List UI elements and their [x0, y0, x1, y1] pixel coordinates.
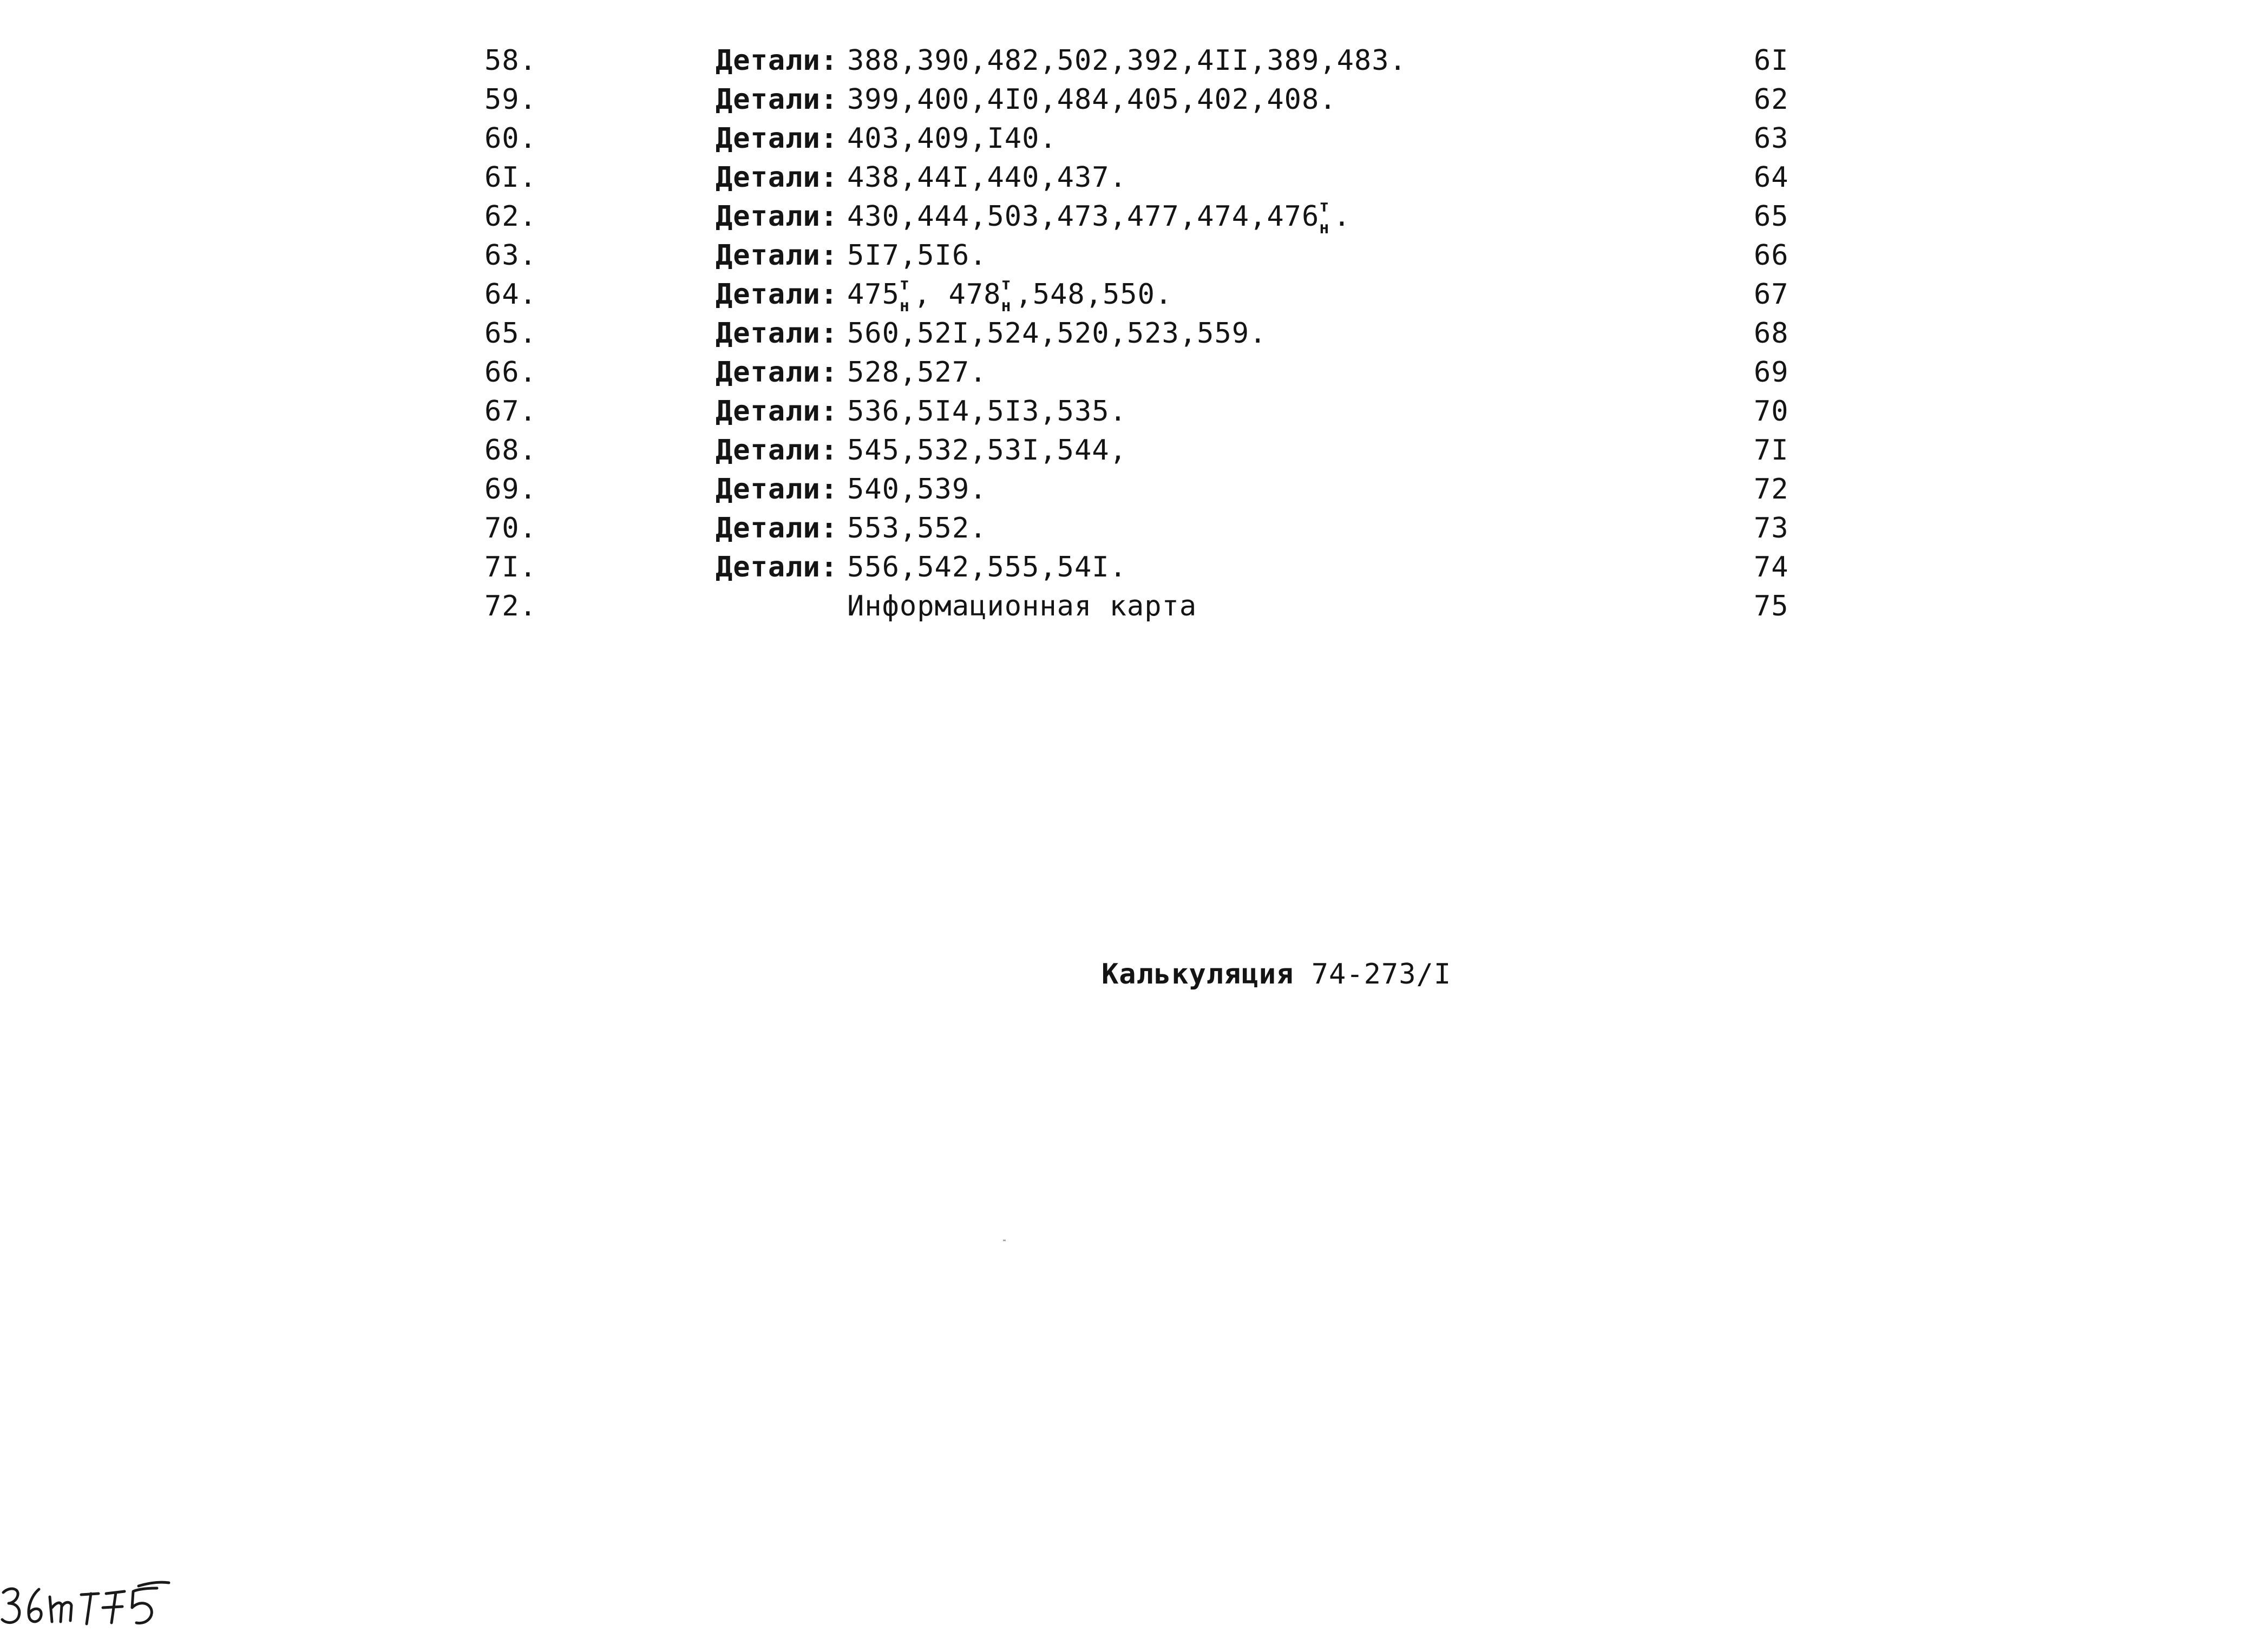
toc-row — [0, 197, 2268, 236]
row-parts: 556,542,555,54I. — [847, 551, 1127, 584]
row-page: 70 — [1754, 395, 1789, 428]
toc-row — [0, 431, 2268, 470]
row-number: 67. — [484, 395, 537, 428]
row-parts — [847, 197, 1351, 236]
row-label: Детали: — [716, 395, 838, 428]
row-parts: 399,400,4I0,484,405,402,408. — [847, 83, 1337, 116]
row-page: 62 — [1754, 83, 1789, 116]
superscript: т — [1001, 275, 1012, 294]
caption-word: Калькуляция — [1102, 958, 1294, 991]
toc-row — [0, 158, 2268, 197]
toc-row — [0, 470, 2268, 509]
toc-row — [0, 587, 2268, 626]
row-number: 62. — [484, 200, 537, 233]
row-label: Детали: — [716, 200, 838, 233]
row-number: 68. — [484, 434, 537, 467]
toc-row — [0, 548, 2268, 587]
toc-row — [0, 509, 2268, 548]
row-parts-text: 430,444,503,473,477,474,476 — [847, 200, 1320, 233]
toc-row — [0, 392, 2268, 431]
row-number: 64. — [484, 278, 537, 311]
row-parts: 438,44I,440,437. — [847, 161, 1127, 194]
index-mark — [900, 275, 914, 314]
row-number: 65. — [484, 317, 537, 350]
row-parts — [847, 275, 1172, 314]
row-label: Детали: — [716, 83, 838, 116]
subscript: н — [1319, 219, 1330, 238]
row-page: 69 — [1754, 356, 1789, 389]
toc-row — [0, 236, 2268, 275]
row-parts: Информационная карта — [847, 590, 1197, 622]
toc-row — [0, 314, 2268, 353]
row-parts: 528,527. — [847, 356, 987, 389]
row-label: Детали: — [716, 317, 838, 350]
row-page: 63 — [1754, 122, 1789, 155]
row-page: 7I — [1754, 434, 1789, 467]
subscript: н — [899, 297, 910, 316]
row-number: 7I. — [484, 551, 537, 584]
row-number: 60. — [484, 122, 537, 155]
row-label: Детали: — [716, 512, 838, 545]
row-number: 6I. — [484, 161, 537, 194]
row-parts: 388,390,482,502,392,4II,389,483. — [847, 44, 1407, 77]
row-parts: 560,52I,524,520,523,559. — [847, 317, 1267, 350]
toc-row — [0, 275, 2268, 314]
row-number: 59. — [484, 83, 537, 116]
toc-row — [0, 41, 2268, 80]
row-page: 65 — [1754, 200, 1789, 233]
row-label: Детали: — [716, 356, 838, 389]
row-parts-text: ,548,550. — [1015, 278, 1173, 311]
row-parts: 536,5I4,5I3,535. — [847, 395, 1127, 428]
row-label: Детали: — [716, 473, 838, 506]
row-label: Детали: — [716, 278, 838, 311]
handwritten-number — [0, 1570, 179, 1632]
row-label: Детали: — [716, 161, 838, 194]
row-parts-text: 475 — [847, 278, 900, 311]
row-page: 64 — [1754, 161, 1789, 194]
row-page: 6I — [1754, 44, 1789, 77]
row-page: 73 — [1754, 512, 1789, 545]
row-parts: 5I7,5I6. — [847, 239, 987, 272]
subscript: н — [1001, 297, 1012, 316]
row-parts: 403,409,I40. — [847, 122, 1057, 155]
row-page: 68 — [1754, 317, 1789, 350]
row-number: 72. — [484, 590, 537, 622]
row-page: 72 — [1754, 473, 1789, 506]
row-label: Детали: — [716, 551, 838, 584]
row-number: 58. — [484, 44, 537, 77]
row-label: Детали: — [716, 44, 838, 77]
index-mark — [1001, 275, 1015, 314]
row-parts: 540,539. — [847, 473, 987, 506]
row-parts-text: . — [1333, 200, 1351, 233]
toc-row — [0, 80, 2268, 119]
row-number: 66. — [484, 356, 537, 389]
superscript: т — [1319, 197, 1330, 216]
row-parts: 545,532,53I,544, — [847, 434, 1127, 467]
row-page: 66 — [1754, 239, 1789, 272]
row-parts-text: , 478 — [913, 278, 1001, 311]
superscript: т — [899, 275, 910, 294]
toc-row — [0, 119, 2268, 158]
document-caption — [1102, 955, 1451, 994]
row-label: Детали: — [716, 434, 838, 467]
paper-speck — [1003, 1240, 1006, 1241]
row-page: 75 — [1754, 590, 1789, 622]
toc-row — [0, 353, 2268, 392]
row-label: Детали: — [716, 239, 838, 272]
row-parts: 553,552. — [847, 512, 987, 545]
row-page: 74 — [1754, 551, 1789, 584]
row-page: 67 — [1754, 278, 1789, 311]
row-number: 69. — [484, 473, 537, 506]
index-mark — [1319, 197, 1333, 236]
row-number: 63. — [484, 239, 537, 272]
caption-code: 74-273/I — [1311, 958, 1452, 991]
row-label: Детали: — [716, 122, 838, 155]
row-number: 70. — [484, 512, 537, 545]
